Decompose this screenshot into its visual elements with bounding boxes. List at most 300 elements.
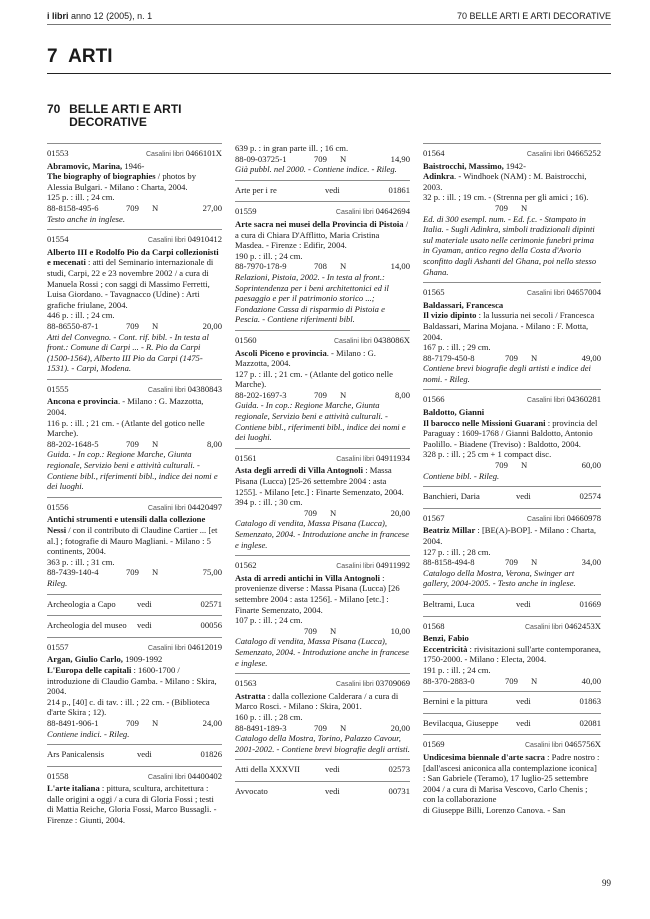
entry-body	[423, 418, 601, 450]
entry-number: 01557	[47, 641, 69, 652]
entry-class: 709	[495, 460, 508, 471]
entry-code: 04360281	[566, 394, 601, 405]
entry-flag: N	[152, 717, 159, 728]
entry-header	[47, 384, 222, 397]
catalog-entry	[423, 616, 601, 692]
xref-code: 01861	[388, 184, 410, 195]
entry-id	[336, 678, 410, 691]
catalog-entry	[235, 201, 410, 330]
entry-class: 709	[126, 438, 139, 449]
entry-flag: N	[330, 625, 337, 636]
catalog-entry	[235, 448, 410, 555]
entry-price: 24,00	[202, 717, 222, 728]
entry-note: Catalogo della Mostra, Verona, Swinger art gallery, 2004-2005. - Testo anche in inglese.	[423, 567, 576, 589]
entry-class: 709	[126, 567, 139, 578]
entry-number: 01568	[423, 620, 445, 631]
entry-title: Arte sacra nei musei della Provincia di Pistoia	[235, 218, 404, 229]
entry-description: : Padre nostro : [dall'ascesi aniconica alla contemplazione iconica] : San Gabriele (Teramo), 17 luglio-25 settembre 2004 / a cura di Marisa Vescovo, Carlo Chenis ; con la collaborazione	[423, 751, 600, 805]
catalog-entry	[47, 379, 222, 497]
entry-price: 75,00	[202, 567, 222, 578]
entry-isbn: 88-202-1648-5	[47, 438, 99, 449]
catalog-entry	[423, 282, 601, 389]
xref-see: vedi	[137, 620, 152, 631]
entry-code: 04665252	[566, 148, 601, 158]
entry-physical: 394 p. : ill. ; 30 cm.	[235, 497, 303, 508]
catalog-entry	[235, 330, 410, 448]
cross-reference	[423, 486, 601, 508]
entry-code: 03709069	[375, 678, 410, 689]
entry-isbn: 88-202-1697-3	[235, 389, 287, 400]
entry-flag: N	[340, 389, 347, 400]
entry-note: Contiene bibl. - Rileg.	[423, 470, 500, 481]
entry-physical: 116 p. : ill. ; 21 cm. - (Atlante del gotico nelle Marche).	[47, 417, 205, 439]
entry-number: 01566	[423, 394, 445, 405]
running-head-left: i libri anno 12 (2005), n. 1	[47, 11, 153, 21]
entry-note: Testo anche in inglese.	[47, 213, 125, 224]
entry-number: 01567	[423, 512, 445, 523]
entry-id	[336, 560, 410, 573]
entry-price: 60,00	[581, 460, 601, 471]
entry-author: Argan, Giulio Carlo,	[47, 654, 123, 665]
entry-class: 709	[304, 507, 317, 518]
entry-body	[47, 247, 222, 311]
entry-flag: N	[521, 202, 528, 213]
entry-isbn: 88-8491-189-3	[235, 722, 287, 733]
entry-description: : dalla collezione Calderara / a cura di Marco Rosci. - Milano : Skira, 2001.	[235, 690, 399, 712]
entry-header	[235, 206, 410, 219]
entry-description: : la lussuria nei secoli / Francesca Baldassari, Marina Mojana. - Milano : F. Motta, 2004.	[423, 310, 595, 342]
entry-header	[423, 621, 601, 634]
publisher-label: Casalini libri	[147, 237, 186, 245]
entry-physical: 191 p. : ill. ; 24 cm.	[423, 664, 491, 675]
entry-price: 14,00	[390, 261, 410, 272]
entry-number: 01555	[47, 383, 69, 394]
entry-standard-line	[47, 718, 222, 729]
entry-isbn: 88-8158-495-6	[47, 202, 99, 213]
entry-number: 01569	[423, 739, 445, 750]
entry-description: / a cura di Chiara D'Afflitto, Maria Cristina Masdea. - Firenze : Edifir, 2004.	[235, 218, 409, 251]
entry-title: Ancona e provincia	[47, 396, 118, 407]
entry-price	[571, 203, 601, 214]
entry-standard-line	[47, 321, 222, 332]
entry-id	[336, 206, 410, 219]
xref-see: vedi	[516, 717, 531, 728]
entry-number: 01558	[47, 770, 69, 781]
entry-class: 709	[314, 722, 327, 733]
entry-code: 04420497	[187, 501, 222, 512]
entry-id	[148, 384, 222, 397]
cross-reference	[47, 594, 222, 616]
entry-author: Benzi, Fabio	[423, 633, 469, 644]
section-heading: 70 BELLE ARTI E ARTI DECORATIVE	[47, 102, 182, 129]
publisher-label: Casalini libri	[335, 681, 374, 689]
entry-number: 01563	[235, 678, 257, 689]
entry-flag: N	[521, 460, 528, 471]
entry-header	[47, 148, 222, 161]
cross-reference	[235, 180, 410, 202]
entry-standard-line	[235, 261, 410, 272]
xref-term: Beltrami, Luca	[423, 598, 475, 609]
entry-author: Baistrocchi, Massimo,	[423, 160, 504, 171]
entry-number: 01562	[235, 560, 257, 571]
entry-standard-line	[235, 390, 410, 401]
entry-id	[334, 335, 410, 348]
entry-id	[527, 287, 601, 300]
entry-class: 709	[505, 352, 518, 363]
entry-flag: N	[531, 352, 538, 363]
entry-physical: 639 p. : in gran parte ill. ; 16 cm.	[235, 143, 349, 153]
entry-flag: N	[531, 675, 538, 686]
entry-number: 01564	[423, 148, 445, 158]
entry-body	[47, 783, 222, 825]
entry-author-line	[47, 654, 222, 665]
entry-header	[423, 513, 601, 526]
entry-description: : Massa Pisana (Lucca) [25-26 settembre 2004 : asta 1255]. - Milano [etc.] : Finarte Semenzato, 2004.	[235, 465, 404, 497]
entry-note: Atti del Convegno. - Cont. rif. bibl. - In testa al front.: Comune di Carpi ... - R. Pio da Carpi (1500-1564), Alberto III Pio da Carpi (1475-1531). - Carpi, Modena.	[47, 331, 209, 374]
entry-price: 27,00	[202, 202, 222, 213]
publisher-label: Casalini libri	[526, 151, 565, 158]
entry-title: Eccentricità	[423, 643, 468, 654]
entry-price: 8,00	[206, 438, 222, 449]
publisher-label: Casalini libri	[526, 290, 565, 298]
entry-description: : atti del Seminario internazionale di studi, Carpi, 22 e 23 novembre 2002 / a cura di Manuela Rossi ; con saggi di Massimo Ferretti, Luisa Giordano. - Tavagnacco (Udine) : Arti grafiche friulane, 2004.	[47, 257, 214, 310]
entry-code: 04400402	[187, 770, 222, 781]
entry-body	[47, 171, 222, 192]
entry-standard-line	[235, 626, 410, 637]
entry-note: Già pubbl. nel 2000. - Contiene indice. - Rileg.	[235, 164, 397, 175]
entry-price: 20,00	[202, 320, 222, 331]
entry-class: 709	[304, 625, 317, 636]
xref-code: 00731	[388, 785, 410, 796]
entry-class: 709	[314, 153, 327, 164]
publisher-label: Casalini libri	[147, 773, 186, 781]
header-rule	[47, 24, 611, 25]
entry-physical: 125 p. : ill. ; 24 cm.	[47, 192, 115, 203]
entry-header	[235, 560, 410, 573]
entry-isbn: 88-7439-140-4	[47, 567, 99, 578]
xref-code: 01826	[200, 749, 222, 760]
publisher-label: Casalini libri	[333, 337, 372, 345]
entry-flag: N	[340, 153, 347, 164]
entry-price: 14,90	[390, 153, 410, 164]
chapter-rule	[47, 73, 611, 74]
xref-term: Archeologia del museo	[47, 620, 127, 631]
entry-body	[235, 219, 410, 251]
column-1	[47, 143, 222, 831]
xref-see: vedi	[516, 598, 531, 609]
xref-see: vedi	[516, 491, 531, 502]
xref-code: 02571	[200, 598, 222, 609]
entry-physical: 214 p., [40] c. di tav. : ill. ; 22 cm. - (Biblioteca d'arte Skira ; 12).	[47, 696, 210, 718]
entry-isbn: 88-8491-906-1	[47, 717, 99, 728]
entry-body	[47, 396, 222, 417]
entry-number: 01560	[235, 334, 257, 345]
entry-physical: 167 p. : ill. ; 29 cm.	[423, 342, 491, 353]
entry-price: 20,00	[390, 722, 410, 733]
entry-id	[336, 453, 410, 466]
entry-id	[148, 234, 222, 247]
entry-id	[525, 739, 601, 752]
entry-standard-line	[47, 439, 222, 450]
entry-number: 01554	[47, 234, 69, 245]
xref-see: vedi	[325, 764, 340, 775]
entry-number: 01559	[235, 206, 257, 217]
entry-code: 04642694	[375, 206, 410, 217]
entry-description: : rivisitazioni sull'arte contemporanea, 1750-2000. - Milano : Electa, 2004.	[423, 643, 601, 665]
entry-header	[47, 642, 222, 655]
entry-title: Astratta	[235, 690, 266, 701]
entry-code: 04612019	[187, 641, 222, 652]
entry-physical: 127 p. : ill. ; 21 cm. - (Atlante del gotico nelle Marche).	[235, 368, 393, 390]
cross-reference	[423, 691, 601, 713]
entry-header	[423, 394, 601, 407]
xref-code: 01863	[579, 696, 601, 707]
catalog-entry	[423, 389, 601, 486]
xref-term: Archeologia a Capo	[47, 598, 116, 609]
running-head-right: 70 BELLE ARTI E ARTI DECORATIVE	[456, 11, 611, 21]
entry-description: : provincia del Paraguay : 1609-1768 / Gianni Baldotto, Antonio Paolillo. - Biadene (Treviso) : Baldotto, 2004.	[423, 417, 598, 449]
entry-physical: 160 p. : ill. ; 28 cm.	[235, 711, 303, 722]
entry-number: 01553	[47, 148, 69, 158]
entry-body	[423, 525, 601, 546]
entry-title: The biography of biographies	[47, 171, 156, 182]
entry-standard-line	[47, 567, 222, 578]
entry-header	[423, 287, 601, 300]
entry-class: 709	[505, 675, 518, 686]
entry-id	[525, 621, 601, 634]
catalog-entry	[47, 143, 222, 229]
publisher-label: Casalini libri	[147, 504, 186, 512]
entry-author: Abramovic, Marina,	[47, 160, 123, 171]
entry-code: 0466101X	[185, 148, 222, 158]
entry-flag: N	[152, 438, 159, 449]
entry-description: : pittura, scultura, architettura : dalle origini a oggi / a cura di Gloria Fossi ; testi di Mattia Reiche, Gloria Fossi, Marco Bussagli. - Firenze : Giunti, 2004.	[47, 783, 217, 826]
entry-flag: N	[152, 202, 159, 213]
xref-term: Arte per i re	[235, 184, 277, 195]
entry-class: 709	[126, 202, 139, 213]
entry-flag: N	[340, 261, 347, 272]
entry-note: Relazioni, Pistoia, 2002. - In testa al front.: Soprintendenza per i beni architettonici ed il paesaggio e per il patrimonio storico ...; Fondazione Cassa di risparmio di Pistoia e Pescia. - Contiene riferimenti bibl.	[235, 271, 389, 325]
entry-title: Adinkra	[423, 171, 455, 182]
catalog-entry	[423, 508, 601, 594]
entry-body	[235, 348, 410, 369]
entry-note: Ed. di 300 esempl. num. - Ed. f.c. - Stampato in Italia. - Sugli Adinkra, simboli tradizionali dipinti sul materiale usato nelle cerimonie funebri prima in Gyaman, antico regno della Costa d'Avorio sconfitto dagli Ashanti del Ghana, poi nello stesso Ghana.	[423, 213, 597, 277]
entry-physical: 190 p. : ill. ; 24 cm.	[235, 250, 303, 261]
xref-term: Atti della XXXVII	[235, 764, 300, 775]
entry-header	[47, 234, 222, 247]
catalog-entry	[47, 766, 222, 831]
entry-description: / con il contributo di Claudine Cartier ... [et al.] ; fotografie di Mauro Magliani. - Milano : 5 continents, 2004.	[47, 525, 218, 557]
entry-author-line	[423, 633, 601, 644]
entry-body	[47, 665, 222, 697]
entry-number: 01565	[423, 287, 445, 298]
catalog-entry	[423, 734, 601, 820]
publisher-label: Casalini libri	[145, 151, 184, 158]
entry-id	[148, 642, 222, 655]
entry-title: Alberto III e Rodolfo Pio da Carpi collezionisti e mecenati	[47, 246, 219, 268]
xref-see: vedi	[516, 696, 531, 707]
entry-id	[527, 394, 601, 407]
entry-author-line	[423, 407, 601, 418]
entry-author-line	[47, 161, 222, 172]
xref-see: vedi	[137, 749, 152, 760]
entry-class: 709	[314, 389, 327, 400]
entry-description: . - Milano : G. Mazzotta, 2004.	[235, 347, 376, 369]
entry-standard-line	[235, 508, 410, 519]
entry-class: 709	[126, 320, 139, 331]
entry-header	[235, 453, 410, 466]
entry-physical: 32 p. : ill. ; 19 cm. - (Strenna per gli amici ; 16).	[423, 192, 589, 203]
entry-standard-line	[235, 154, 410, 165]
entry-standard-line	[235, 723, 410, 734]
xref-see: vedi	[137, 598, 152, 609]
entry-title: Antichi strumenti e utensili dalla collezione Nessi	[47, 514, 206, 535]
entry-note: Guida. - In cop.: Regione Marche, Giunta regionale, Servizio beni e attività culturali. - Contiene bibl., riferimenti bibl., indice dei nomi e dei luoghi.	[47, 449, 218, 492]
entry-title: L'arte italiana	[47, 783, 100, 794]
entry-number: 01556	[47, 501, 69, 512]
entry-id	[527, 148, 601, 161]
entry-isbn: 88-09-03725-1	[235, 153, 287, 164]
entry-price: 49,00	[581, 352, 601, 363]
entry-code: 04910412	[187, 234, 222, 245]
entry-flag: N	[340, 722, 347, 733]
column-2	[235, 143, 410, 802]
entry-note: Rileg.	[47, 577, 68, 588]
entry-physical: 328 p. : ill. ; 25 cm + 1 compact disc.	[423, 449, 552, 460]
entry-description: : 1600-1700 / introduzione di Claudio Gamba. - Milano : Skira, 2004.	[47, 664, 217, 697]
entry-standard-line	[423, 460, 601, 471]
entry-id	[527, 513, 601, 526]
entry-class: 709	[495, 202, 508, 213]
entry-class: 708	[314, 261, 327, 272]
entry-standard-line	[423, 203, 601, 214]
entry-title: Undicesima biennale d'arte sacra	[423, 751, 545, 762]
entry-note: Catalogo di vendita, Massa Pisana (Lucca), Semenzato, 2004. - Introduzione anche in francese e inglese.	[235, 636, 409, 668]
entry-title: Asta degli arredi di Villa Antognoli	[235, 465, 364, 476]
publisher-label: Casalini libri	[336, 455, 374, 463]
entry-code: 04660978	[566, 512, 601, 523]
entry-id	[148, 502, 222, 515]
xref-term: Banchieri, Daria	[423, 491, 480, 502]
catalog-entry	[47, 229, 222, 379]
catalog-entry	[47, 497, 222, 594]
entry-description: : provenienze diverse : Massa Pisana (Lucca) [26 settembre 2004 : asta 1256]. - Milano [etc.] : Finarte Semenzato, 2004.	[235, 572, 400, 615]
entry-note: Catalogo della Mostra, Torino, Palazzo Cavour, 2001-2002. - Contiene brevi biografie degli artisti.	[235, 733, 410, 754]
page-number: 99	[602, 878, 611, 888]
entry-description: . - Milano : G. Mazzotta, 2004.	[47, 396, 204, 418]
entry-isbn: 88-7970-178-9	[235, 261, 287, 272]
entry-note: Contiene brevi biografie degli artisti e indice dei nomi. - Rileg.	[423, 363, 591, 384]
entry-header	[47, 502, 222, 515]
entry-title: L'Europa delle capitali	[47, 664, 132, 675]
publisher-label: Casalini libri	[526, 397, 565, 405]
entry-body	[235, 573, 410, 615]
entry-title: Beatriz Millar	[423, 525, 476, 536]
entry-author-line	[423, 300, 601, 311]
publisher-label: Casalini libri	[336, 563, 374, 571]
entry-author-dates: 1942-	[503, 160, 526, 171]
entry-body	[235, 691, 410, 712]
entry-body	[423, 310, 601, 342]
entry-header	[423, 739, 601, 752]
entry-isbn: 88-8158-494-8	[423, 557, 475, 568]
entry-id	[148, 771, 222, 784]
entry-physical: 107 p. : ill. ; 24 cm.	[235, 615, 303, 626]
entry-author-dates: 1909-1992	[122, 654, 163, 665]
entry-body	[423, 752, 601, 805]
publisher-label: Casalini libri	[147, 644, 186, 652]
catalog-entry	[423, 143, 601, 282]
xref-code: 01669	[579, 598, 601, 609]
xref-see: vedi	[325, 184, 340, 195]
publisher-label: Casalini libri	[524, 742, 563, 750]
entry-author-dates: 1946-	[122, 160, 145, 171]
entry-code: 0465756X	[564, 739, 601, 750]
catalog-entry	[235, 673, 410, 759]
entry-code: 0438086X	[373, 334, 410, 345]
entry-body	[423, 171, 601, 192]
entry-code: 04380843	[187, 383, 222, 394]
entry-physical: 127 p. : ill. ; 28 cm.	[423, 546, 491, 557]
entry-physical: 363 p. : ill. ; 31 cm.	[47, 556, 115, 567]
entry-title: Il vizio dipinto	[423, 310, 477, 321]
entry-price: 20,00	[390, 507, 410, 518]
publisher-label: Casalini libri	[335, 209, 374, 217]
entry-flag: N	[531, 557, 538, 568]
entry-title: Il barocco nelle Missioni Guarani	[423, 417, 546, 428]
xref-code: 02081	[579, 717, 601, 728]
cross-reference	[47, 744, 222, 766]
entry-title: Asta di arredi antichi in Villa Antognoli	[235, 572, 381, 583]
entry-header	[235, 335, 410, 348]
catalog-entry	[47, 637, 222, 744]
cross-reference	[235, 759, 410, 781]
xref-term: Avvocato	[235, 785, 268, 796]
entry-body	[235, 465, 410, 497]
entry-price: 10,00	[390, 625, 410, 636]
xref-code: 02574	[579, 491, 601, 502]
entry-body	[47, 514, 222, 556]
entry-continuation: di Giuseppe Billi, Lorenzo Canova. - San	[423, 804, 566, 815]
entry-body	[423, 644, 601, 665]
entry-isbn: 88-86550-87-1	[47, 320, 99, 331]
column-3	[423, 143, 601, 820]
cross-reference	[423, 713, 601, 735]
continued-entry	[235, 143, 410, 180]
entry-code: 04657004	[566, 287, 601, 298]
entry-note: Contiene indici. - Rileg.	[47, 728, 130, 739]
entry-description: / photos by Alessia Bulgari. - Milano : Charta, 2004.	[47, 171, 196, 192]
publisher-label: Casalini libri	[147, 386, 186, 394]
entry-number: 01561	[235, 452, 257, 463]
entry-header	[47, 771, 222, 784]
entry-author: Baldotto, Gianni	[423, 407, 485, 418]
xref-term: Bernini e la pittura	[423, 696, 488, 707]
cross-reference	[423, 594, 601, 616]
entry-code: 04911934	[375, 452, 410, 463]
entry-description: : [BE(A)-BOP]. - Milano : Charta, 2004.	[423, 525, 597, 546]
entry-note: Guida. - In cop.: Regione Marche, Giunta regionale, Servizio beni e attività culturali. - Contiene bibl., riferimenti bibl., indice dei nomi e dei luoghi.	[235, 400, 406, 443]
entry-author-line	[423, 161, 601, 172]
entry-standard-line	[47, 203, 222, 214]
entry-isbn: 88-7179-450-8	[423, 352, 475, 363]
entry-id	[146, 148, 222, 161]
entry-class: 709	[126, 717, 139, 728]
cross-reference	[235, 781, 410, 803]
entry-isbn: 88-370-2883-0	[423, 675, 475, 686]
entry-price: 8,00	[394, 389, 410, 400]
entry-title: Ascoli Piceno e provincia	[235, 347, 327, 358]
